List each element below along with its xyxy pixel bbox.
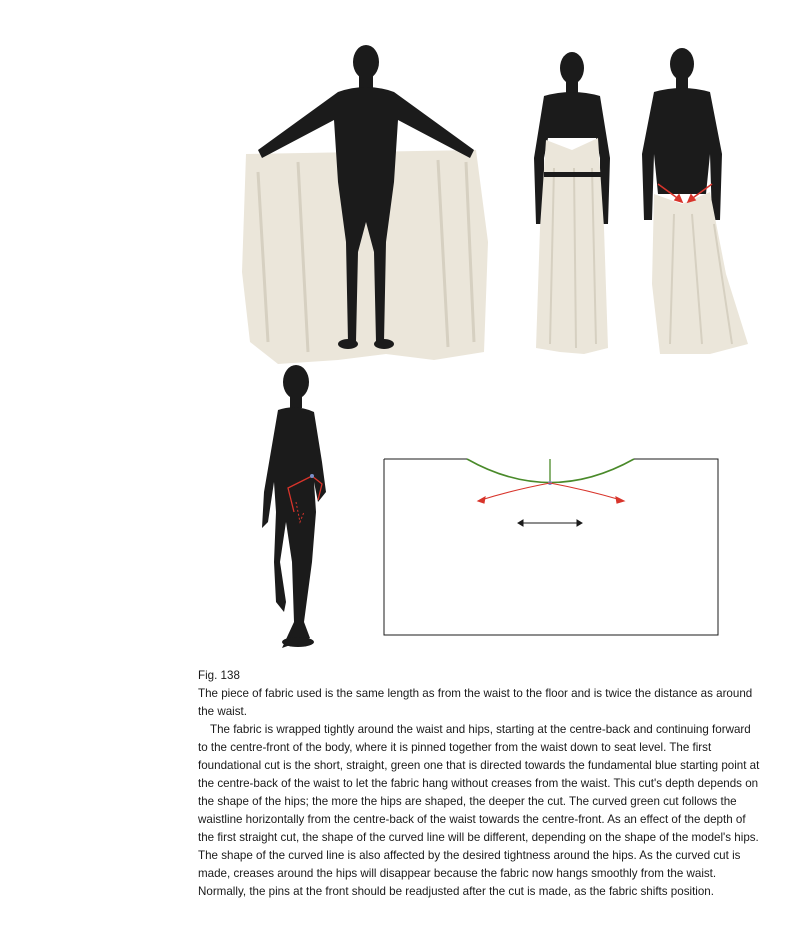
wrapped-fabric: [536, 138, 608, 354]
fabric-cut-diagram: [383, 458, 720, 638]
photo-model-side-view-cut-lines: [256, 362, 336, 654]
photo-model-holding-fabric: [238, 42, 500, 364]
fabric-outline: [384, 459, 718, 635]
grain-direction-arrow: [518, 520, 582, 526]
photo-model-back-view-arrows: [640, 44, 752, 356]
waist-belt: [544, 172, 606, 177]
paragraph-1: The piece of fabric used is the same length as from the waist to the floor and is twice the distance as around the waist.: [198, 687, 753, 718]
paragraph-2: The fabric is wrapped tightly around the waist and hips, starting at the centre-back and continuing forward to the centre-front of the body, where it is pinned together from the waist down to seat level. The first foundational cut is the short, straight, green one that is directed towards the fundamental blue starting point at the centre-back of the waist to let the fabric hang without creases from the waist. This cut's depth depends on the shape of the hips; the more the hips are shaped, the deeper the cut. The curved green cut follows the waistline horizontally from the centre-back of the waist towards the centre-front. As an effect of the depth of the first straight cut, the shape of the curved line will be different, depending on the shape of the model's hips. The shape of the curved line is also affected by the desired tightness around the hips. As the curved cut is made, creases around the hips will disappear because the fabric now hangs smoothly from the waist. Normally, the pins at the front should be readjusted after the cut is made, as the fabric shifts position.: [198, 723, 760, 898]
blue-starting-point: [310, 474, 314, 478]
figure-label: Fig. 138: [198, 669, 240, 682]
photo-model-fabric-wrapped-belt: [524, 48, 624, 358]
figure-caption: [198, 667, 760, 901]
red-arrows: [478, 483, 624, 503]
silhouette-figure: [262, 365, 326, 648]
